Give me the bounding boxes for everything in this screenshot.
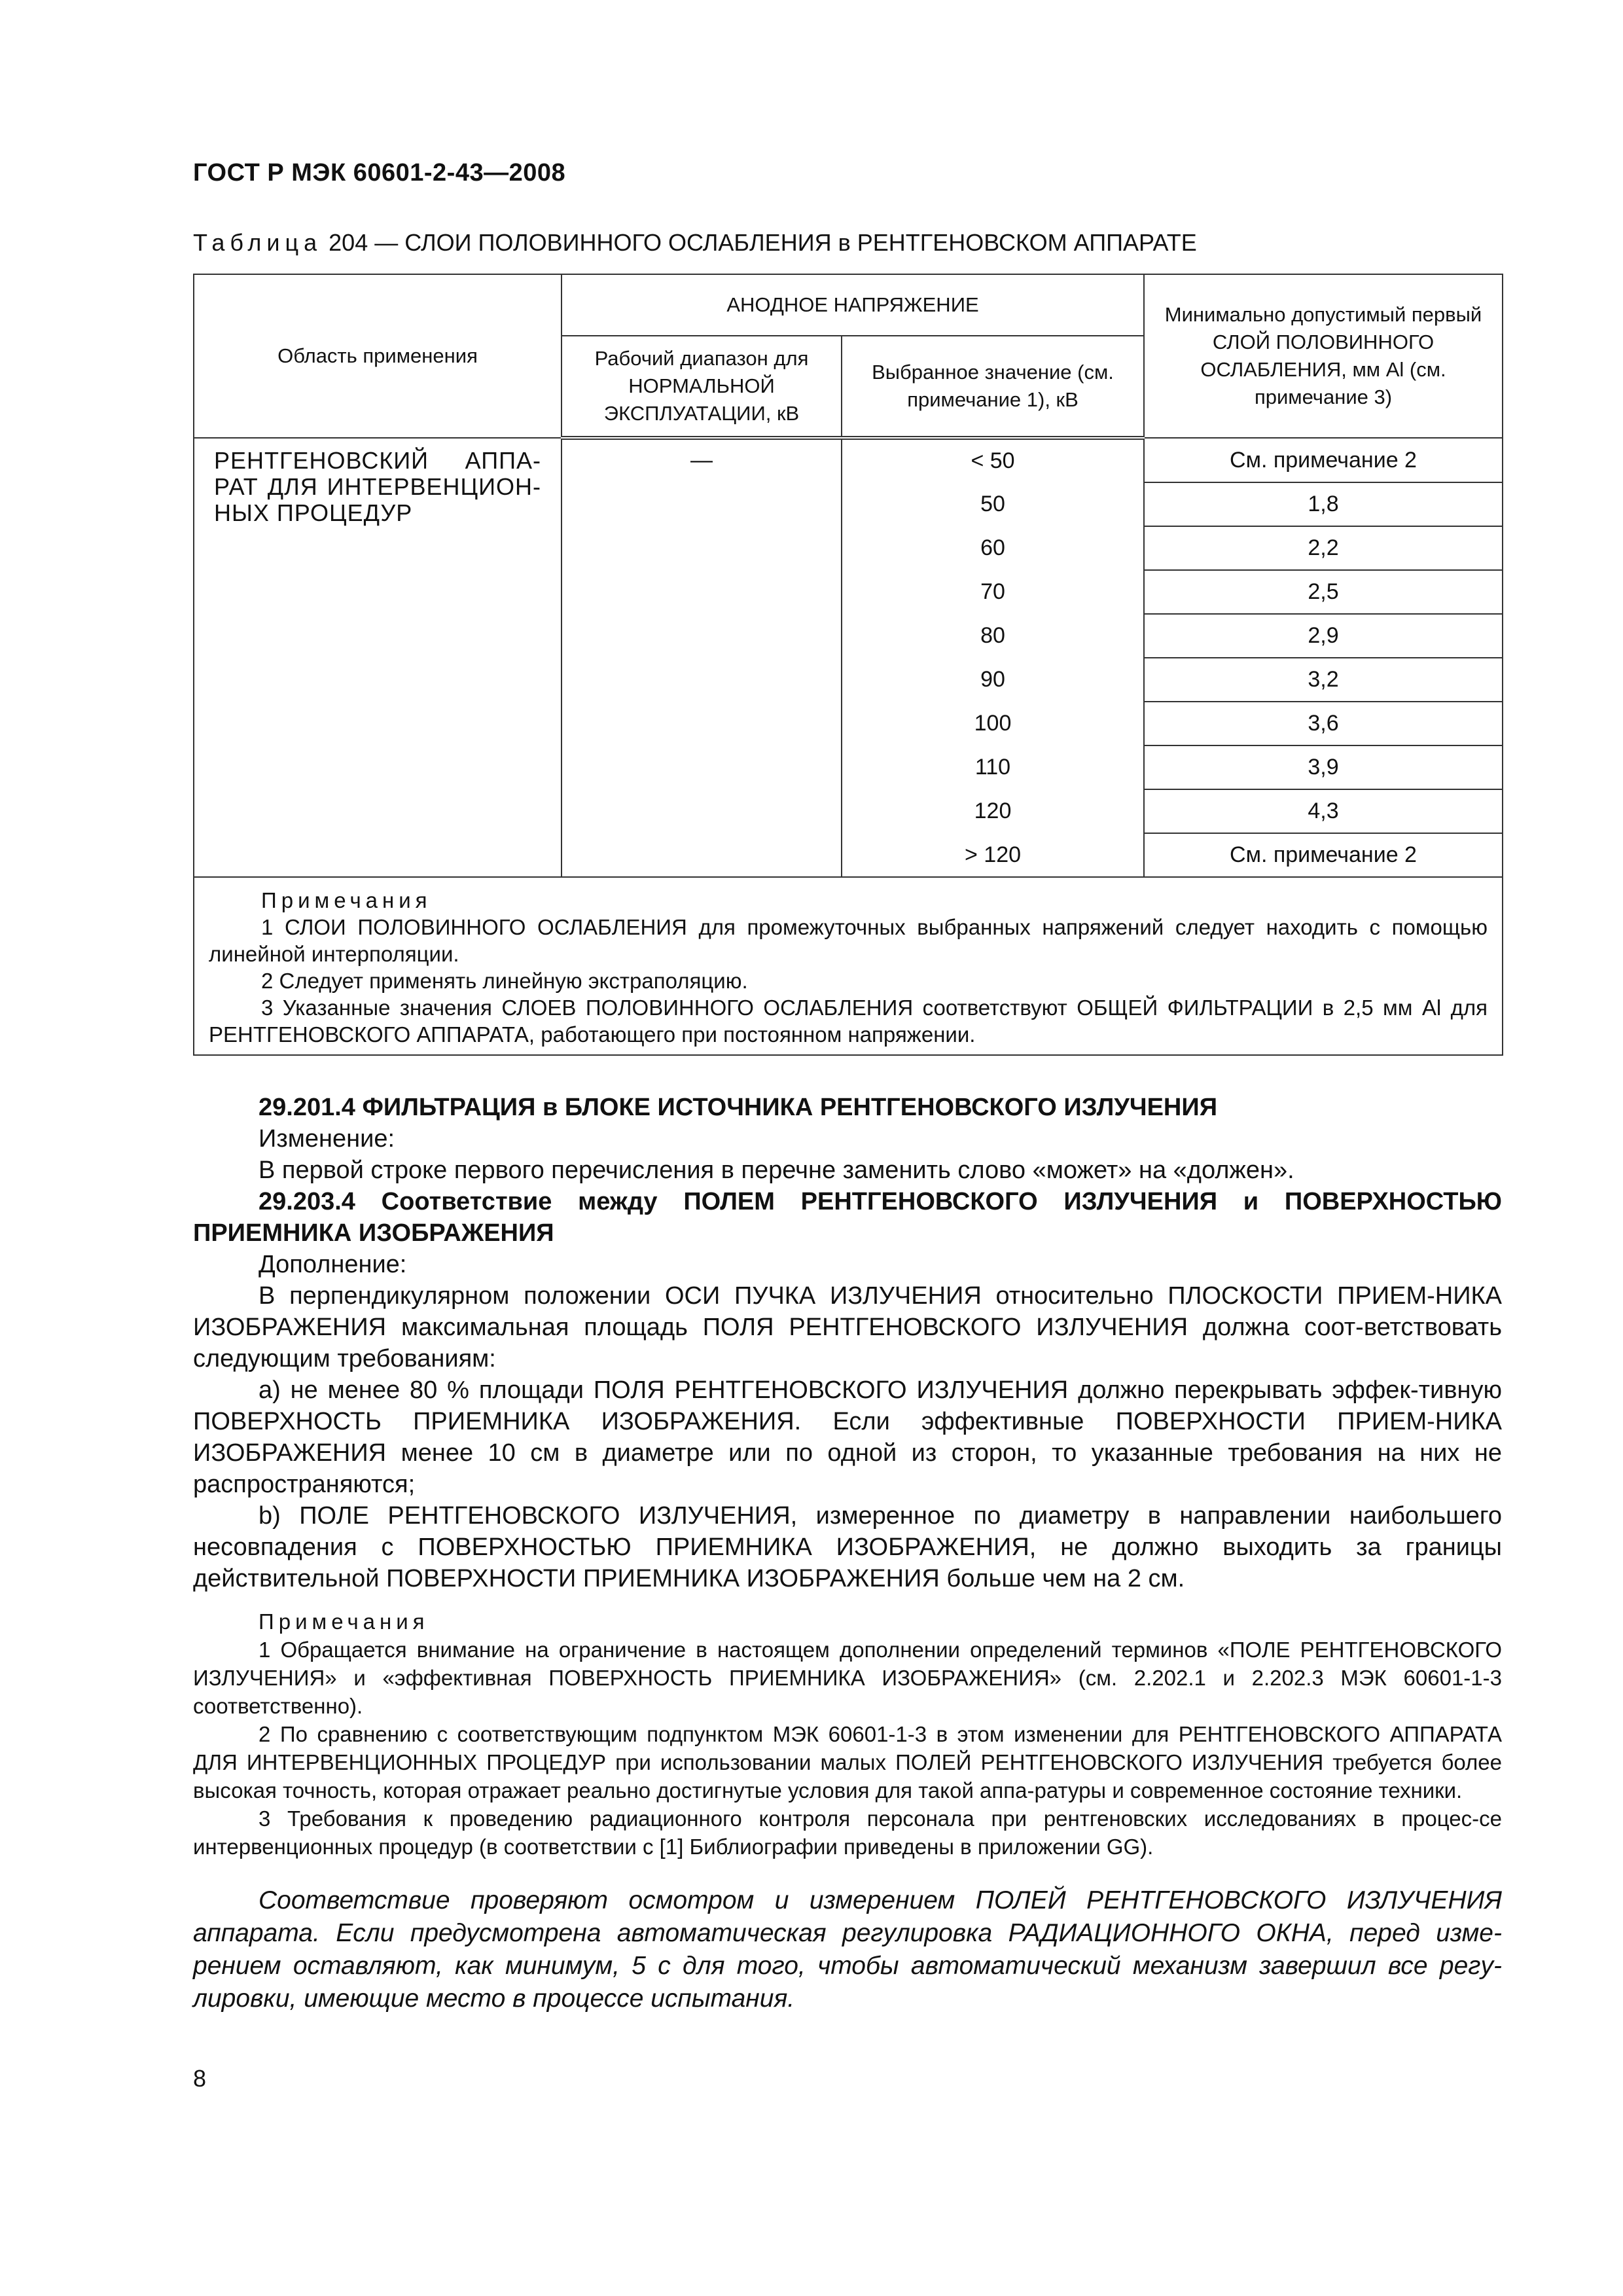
- requirement-b: b) ПОЛЕ РЕНТГЕНОВСКОГО ИЗЛУЧЕНИЯ, измеренное по диаметру в направлении наибольшего несовпадения с ПОВЕРХНОСТЬЮ ПРИЕМНИКА ИЗОБРАЖЕНИЯ, не должно выходить за границы действительной ПОВЕРХНОСТИ ПРИЕМНИКА ИЗОБРАЖЕНИЯ больше чем на 2 см.: [193, 1502, 1502, 1592]
- header-anode-voltage: АНОДНОЕ НАПРЯЖЕНИЕ: [562, 274, 1144, 336]
- table-row: [194, 438, 1503, 482]
- addition-label: Дополнение:: [259, 1251, 407, 1278]
- compliance-text: Соответствие проверяют осмотром и измерением ПОЛЕЙ РЕНТГЕНОВСКОГО ИЗЛУЧЕНИЯ аппарата. Если предусмотрена автоматическая регулировка РАДИАЦИОННОГО ОКНА, перед изме-рением оставляют, как минимум, 5 с для того, чтобы автоматический механизм завершил все регу-лировки, имеющие место в процессе испытания.: [193, 1886, 1502, 2013]
- table-note-3: 3 Указанные значения СЛОЕВ ПОЛОВИННОГО ОСЛАБЛЕНИЯ соответствуют ОБЩЕЙ ФИЛЬТРАЦИИ в 2,5 мм Al для РЕНТГЕНОВСКОГО АППАРАТА, работающего при постоянном напряжении.: [209, 996, 1488, 1047]
- header-area: Область применения: [194, 274, 562, 438]
- change-label: Изменение:: [259, 1125, 395, 1153]
- cell-al: См. примечание 2: [1144, 833, 1503, 877]
- table-caption-title: 204 — СЛОИ ПОЛОВИННОГО ОСЛАБЛЕНИЯ в РЕНТГЕНОВСКОМ АППАРАТЕ: [322, 229, 1197, 256]
- spacer: [193, 1594, 1502, 1607]
- cell-operating-range: —: [562, 438, 842, 877]
- document-code-header: ГОСТ Р МЭК 60601-2-43—2008: [193, 159, 566, 187]
- cell-kv: 50: [842, 482, 1144, 526]
- table-note-2: 2 Следует применять линейную экстраполяцию.: [261, 969, 748, 993]
- cell-application-area: РЕНТГЕНОВСКИЙ АППА-РАТ ДЛЯ ИНТЕРВЕНЦИОН-НЫХ ПРОЦЕДУР: [194, 438, 562, 877]
- cell-al: 4,3: [1144, 789, 1503, 833]
- table-notes-title: Примечания: [261, 888, 432, 912]
- cell-kv: 100: [842, 702, 1144, 745]
- change-text: В первой строке первого перечисления в перечне заменить слово «может» на «должен».: [259, 1157, 1294, 1184]
- cell-al: 3,9: [1144, 745, 1503, 789]
- cell-kv: 90: [842, 658, 1144, 702]
- cell-al: 3,2: [1144, 658, 1503, 702]
- header-selected-value: Выбранное значение (см. примечание 1), кВ: [842, 336, 1144, 438]
- cell-kv: > 120: [842, 833, 1144, 877]
- requirement-a: a) не менее 80 % площади ПОЛЯ РЕНТГЕНОВСКОГО ИЗЛУЧЕНИЯ должно перекрывать эффек-тивную ПОВЕРХНОСТЬ ПРИЕМНИКА ИЗОБРАЖЕНИЯ. Если эффективные ПОВЕРХНОСТИ ПРИЕМ-НИКА ИЗОБРАЖЕНИЯ менее 10 см в диаметре или по одной из сторон, то указанные требования на них не распространяются;: [193, 1376, 1502, 1498]
- table-caption-prefix: Таблица: [193, 229, 323, 256]
- note-3: 3 Требования к проведению радиационного контроля персонала при рентгеновских исследованиях в процес-се интервенционных процедур (в соответствии с [1] Библиографии приведены в приложении GG).: [193, 1806, 1502, 1859]
- cell-al: 2,2: [1144, 526, 1503, 570]
- cell-al: 2,9: [1144, 614, 1503, 658]
- spacer: [193, 1861, 1502, 1884]
- table-caption: [193, 229, 1197, 257]
- table-header-row-1: [194, 274, 1503, 336]
- cell-kv: < 50: [842, 438, 1144, 482]
- table-note-1: 1 СЛОИ ПОЛОВИННОГО ОСЛАБЛЕНИЯ для промежуточных выбранных напряжений следует находить с помощью линейной интерполяции.: [209, 915, 1488, 966]
- cell-al: 1,8: [1144, 482, 1503, 526]
- cell-kv: 70: [842, 570, 1144, 614]
- body-text: [193, 1092, 1502, 2015]
- note-1: 1 Обращается внимание на ограничение в настоящем дополнении определений терминов «ПОЛЕ РЕНТГЕНОВСКОГО ИЗЛУЧЕНИЯ» и «эффективная ПОВЕРХНОСТЬ ПРИЕМНИКА ИЗОБРАЖЕНИЯ» (см. 2.202.1 и 2.202.3 МЭК 60601-1-3 соответственно).: [193, 1638, 1502, 1718]
- note-2: 2 По сравнению с соответствующим подпунктом МЭК 60601-1-3 в этом изменении для РЕНТГЕНОВСКОГО АППАРАТА ДЛЯ ИНТЕРВЕНЦИОННЫХ ПРОЦЕДУР при использовании малых ПОЛЕЙ РЕНТГЕНОВСКОГО ИЗЛУЧЕНИЯ требуется более высокая точность, которая отражает реально достигнутые условия для такой аппа-ратуры и современное состояние техники.: [193, 1722, 1502, 1803]
- notes-title: Примечания: [259, 1609, 429, 1634]
- addition-intro: В перпендикулярном положении ОСИ ПУЧКА ИЗЛУЧЕНИЯ относительно ПЛОСКОСТИ ПРИЕМ-НИКА ИЗОБРАЖЕНИЯ максимальная площадь ПОЛЯ РЕНТГЕНОВСКОГО ИЗЛУЧЕНИЯ должна соот-ветствовать следующим требованиям:: [193, 1282, 1502, 1372]
- half-value-layer-table: [193, 274, 1503, 1056]
- header-operating-range: Рабочий диапазон для НОРМАЛЬНОЙ ЭКСПЛУАТАЦИИ, кВ: [562, 336, 842, 438]
- cell-al: См. примечание 2: [1144, 438, 1503, 482]
- cell-al: 2,5: [1144, 570, 1503, 614]
- cell-kv: 120: [842, 789, 1144, 833]
- cell-kv: 110: [842, 745, 1144, 789]
- table-notes: [194, 877, 1503, 1055]
- header-min-hvl: Минимально допустимый первый СЛОЙ ПОЛОВИННОГО ОСЛАБЛЕНИЯ, мм Al (см. примечание 3): [1144, 274, 1503, 438]
- section-heading-29-203-4: 29.203.4 Соответствие между ПОЛЕМ РЕНТГЕНОВСКОГО ИЗЛУЧЕНИЯ и ПОВЕРХНОСТЬЮ ПРИЕМНИКА ИЗОБРАЖЕНИЯ: [193, 1188, 1502, 1247]
- cell-kv: 80: [842, 614, 1144, 658]
- page-number: 8: [193, 2065, 207, 2092]
- cell-al: 3,6: [1144, 702, 1503, 745]
- section-heading-29-201-4: 29.201.4 ФИЛЬТРАЦИЯ в БЛОКЕ ИСТОЧНИКА РЕНТГЕНОВСКОГО ИЗЛУЧЕНИЯ: [259, 1094, 1218, 1121]
- cell-kv: 60: [842, 526, 1144, 570]
- table-notes-row: [194, 877, 1503, 1055]
